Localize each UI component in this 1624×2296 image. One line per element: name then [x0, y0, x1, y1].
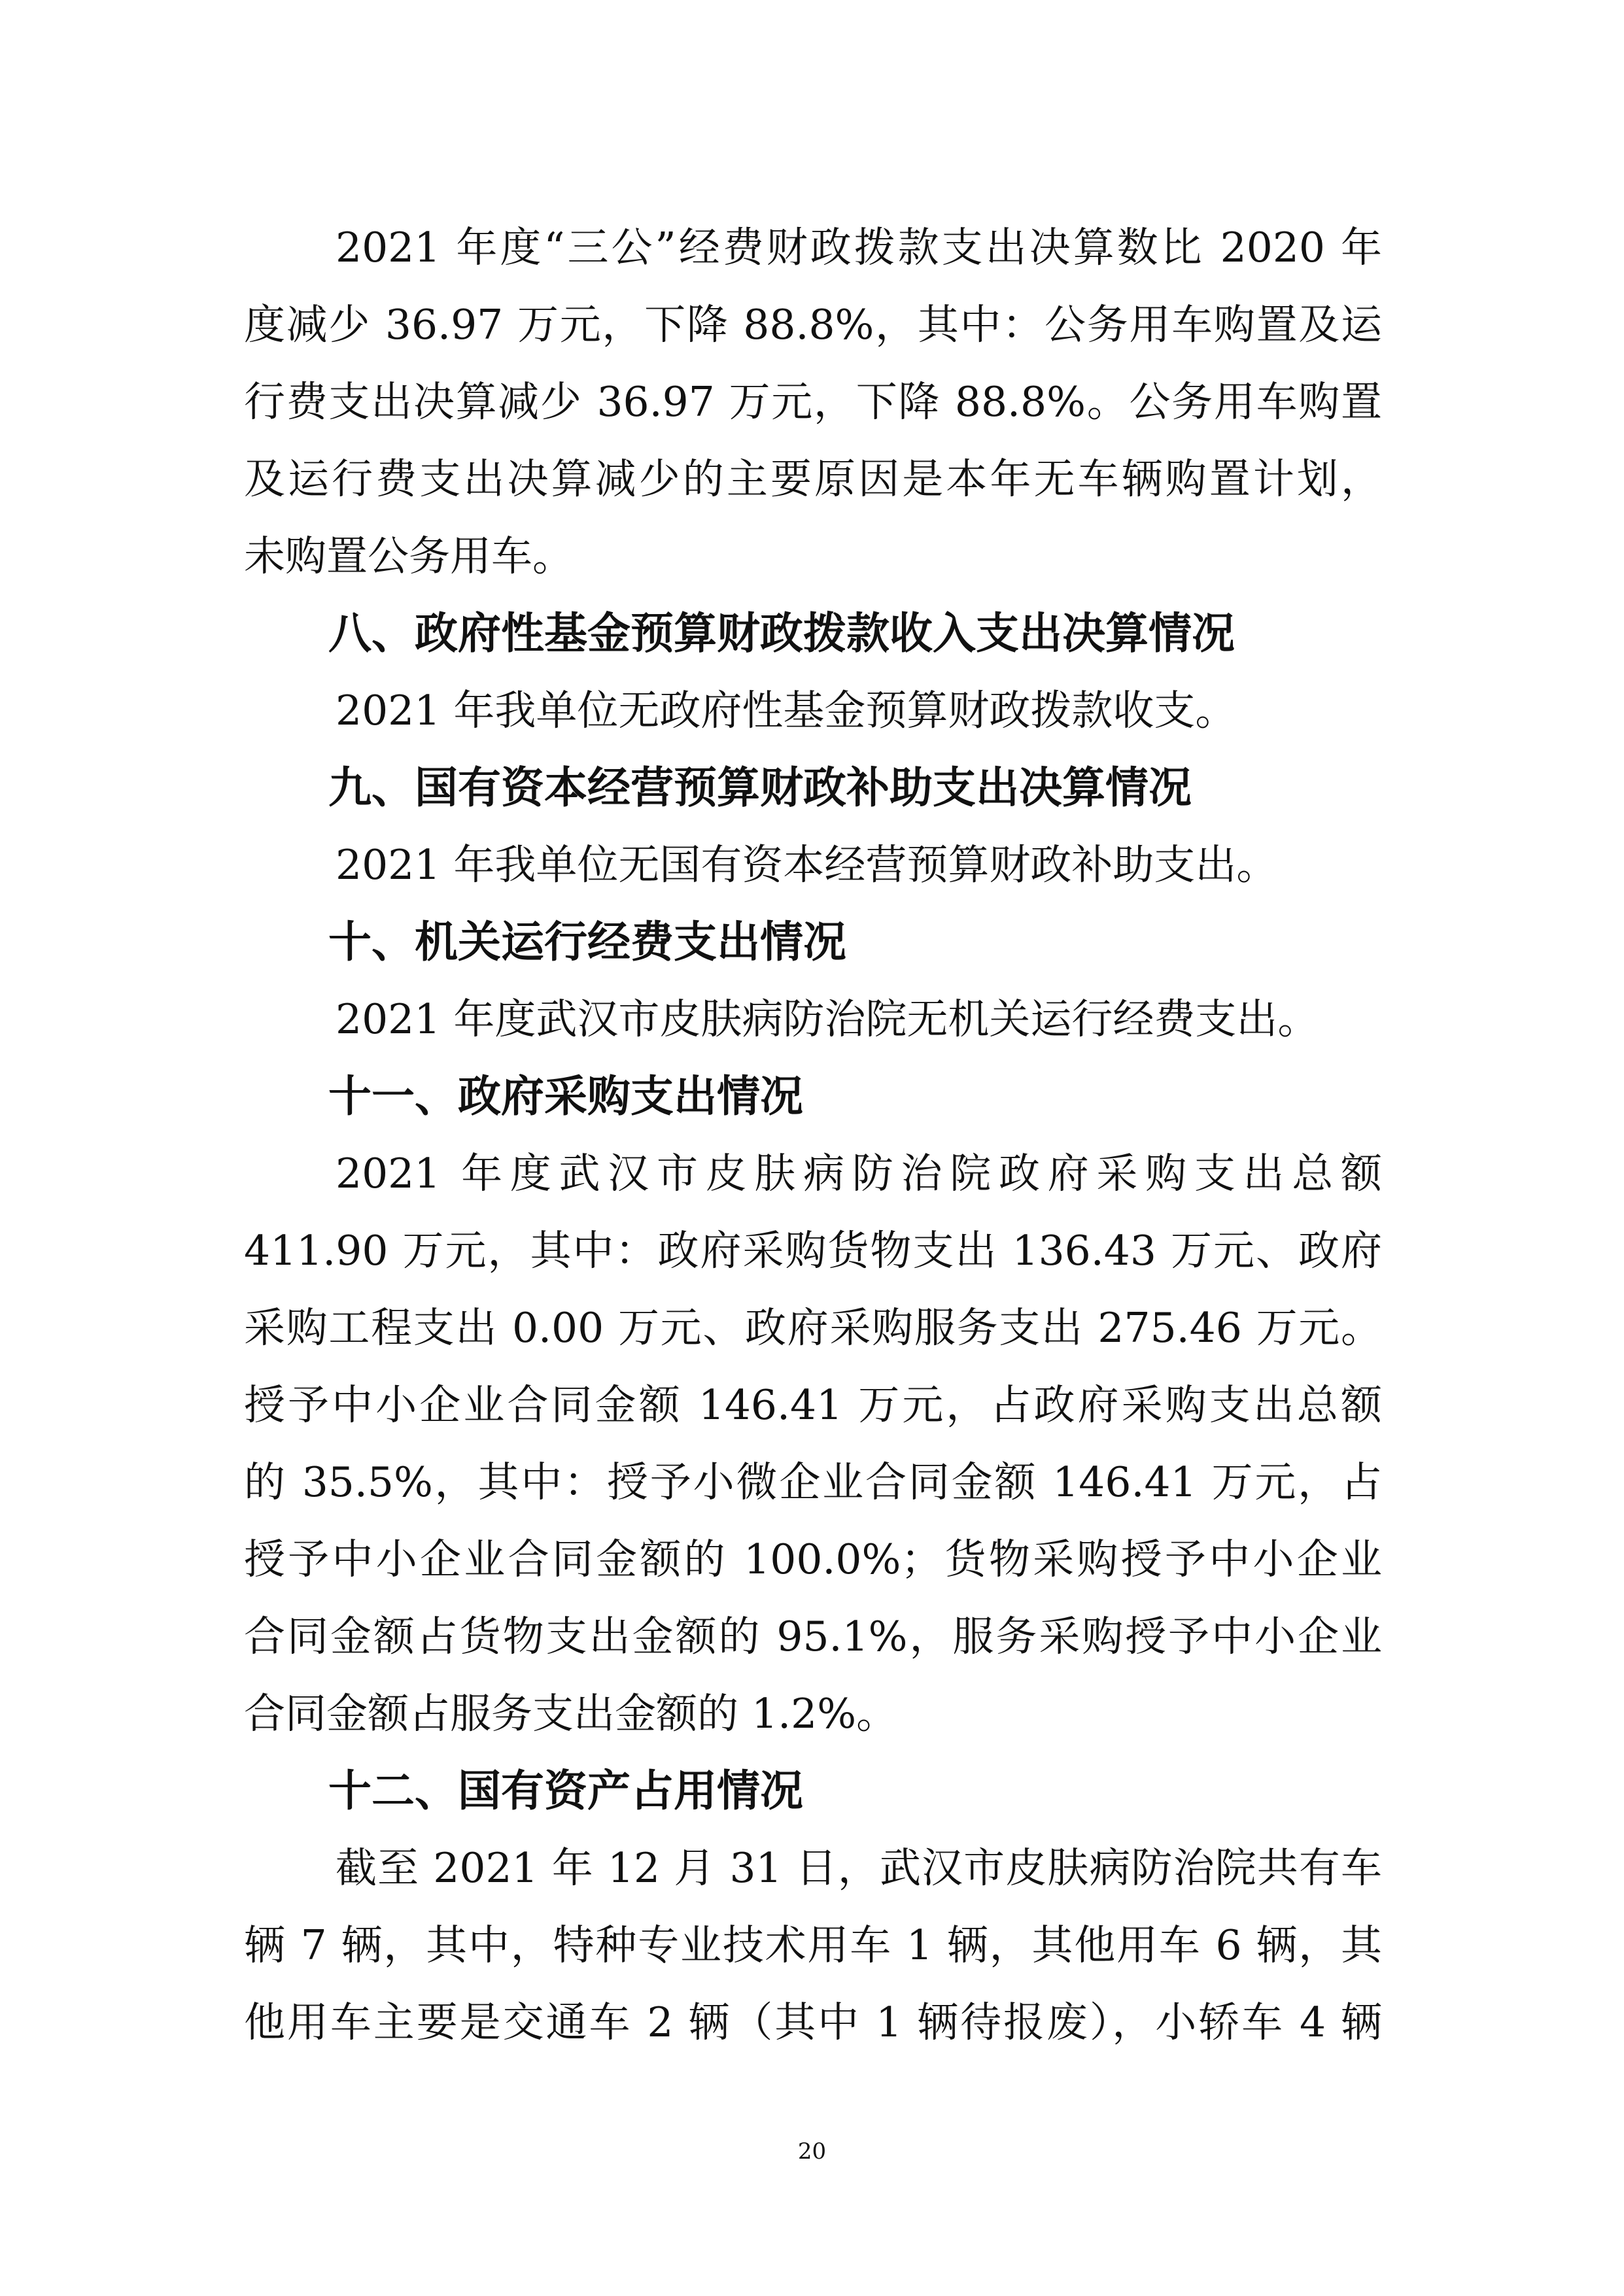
- paragraph-line: 截至 2021 年 12 月 31 日，武汉市皮肤病防治院共有车: [336, 1844, 1382, 1892]
- paragraph-line: 他用车主要是交通车 2 辆（其中 1 辆待报废），小轿车 4 辆: [244, 1998, 1382, 2046]
- page-number: 20: [797, 2138, 827, 2165]
- section-heading: 十一、政府采购支出情况: [328, 1071, 803, 1122]
- paragraph-line: 行费支出决算减少 36.97 万元，下降 88.8%。公务用车购置: [244, 378, 1382, 426]
- section-heading: 十、机关运行经费支出情况: [328, 917, 846, 967]
- paragraph-line: 及运行费支出决算减少的主要原因是本年无车辆购置计划，: [244, 455, 1382, 503]
- paragraph-line: 合同金额占服务支出金额的 1.2%。: [244, 1690, 898, 1738]
- paragraph-line: 2021 年度武汉市皮肤病防治院政府采购支出总额: [336, 1150, 1382, 1197]
- paragraph-line: 授予中小企业合同金额 146.41 万元，占政府采购支出总额: [244, 1381, 1382, 1429]
- paragraph-line: 2021 年度“三公”经费财政拨款支出决算数比 2020 年: [336, 224, 1382, 271]
- paragraph-line: 2021 年度武汉市皮肤病防治院无机关运行经费支出。: [336, 995, 1319, 1043]
- paragraph-line: 411.90 万元，其中：政府采购货物支出 136.43 万元、政府: [244, 1227, 1382, 1275]
- paragraph-line: 度减少 36.97 万元，下降 88.8%，其中：公务用车购置及运: [244, 301, 1382, 349]
- paragraph-line: 授予中小企业合同金额的 100.0%；货物采购授予中小企业: [244, 1535, 1382, 1583]
- section-heading: 九、国有资本经营预算财政补助支出决算情况: [328, 762, 1192, 813]
- section-heading: 八、政府性基金预算财政拨款收入支出决算情况: [328, 608, 1235, 659]
- paragraph-line: 采购工程支出 0.00 万元、政府采购服务支出 275.46 万元。: [244, 1304, 1382, 1352]
- section-heading: 十二、国有资产占用情况: [328, 1766, 803, 1816]
- paragraph-line: 合同金额占货物支出金额的 95.1%，服务采购授予中小企业: [244, 1613, 1382, 1660]
- paragraph-line: 未购置公务用车。: [244, 532, 574, 580]
- paragraph-line: 2021 年我单位无国有资本经营预算财政补助支出。: [336, 841, 1278, 889]
- paragraph-line: 辆 7 辆，其中，特种专业技术用车 1 辆，其他用车 6 辆，其: [244, 1921, 1382, 1969]
- paragraph-line: 的 35.5%，其中：授予小微企业合同金额 146.41 万元，占: [244, 1458, 1382, 1506]
- paragraph-line: 2021 年我单位无政府性基金预算财政拨款收支。: [336, 687, 1237, 734]
